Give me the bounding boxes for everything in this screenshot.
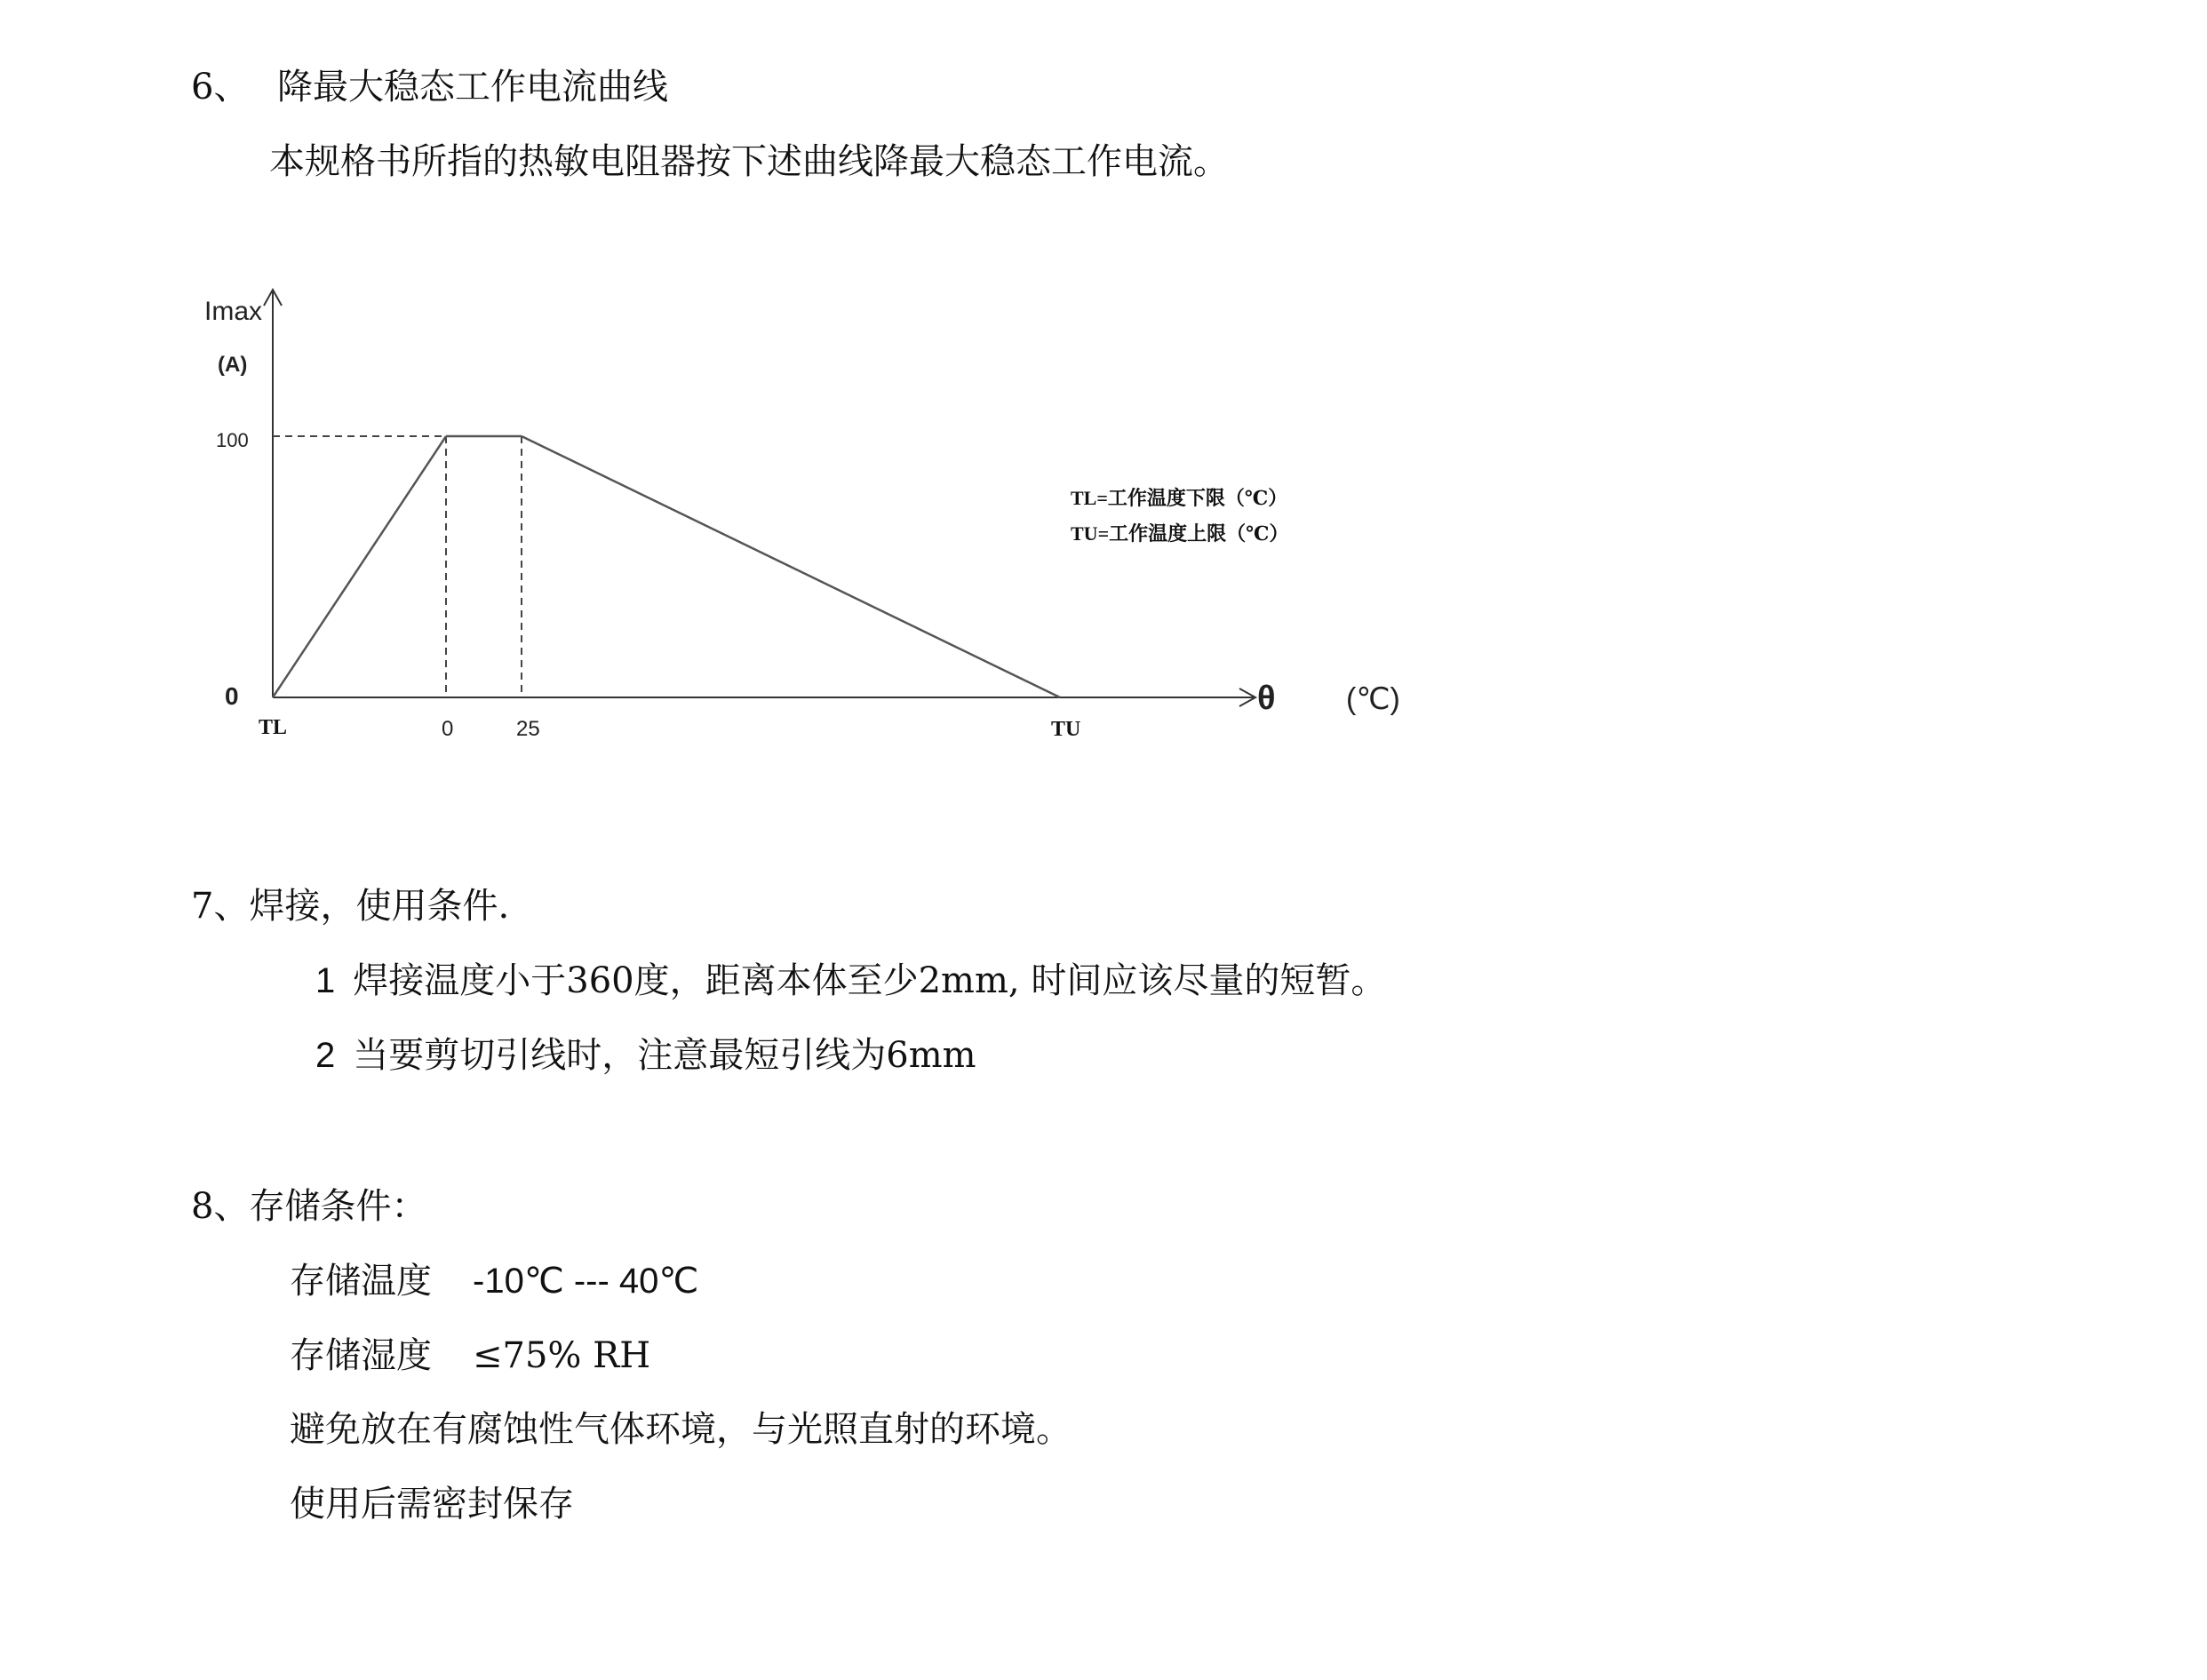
legend-symbol-tu: TU bbox=[1071, 522, 1098, 545]
storage-temperature-row bbox=[290, 1260, 698, 1302]
storage-avoid-note: 避免放在有腐蚀性气体环境，与光照直射的环境。 bbox=[290, 1409, 1072, 1450]
storage-humidity-row bbox=[290, 1334, 650, 1377]
item-1-text: 焊接温度小于360度，距离本体至少2mm, 时间应该尽量的短暂。 bbox=[353, 960, 1387, 1001]
section-6-title: 降最大稳态工作电流曲线 bbox=[277, 67, 668, 107]
y-tick-100: 100 bbox=[216, 429, 249, 451]
section-7-title: 7、焊接，使用条件. bbox=[191, 886, 510, 927]
x-axis-label: θ bbox=[1257, 680, 1276, 717]
legend-text-tl: =工作温度下限（℃） bbox=[1096, 487, 1288, 509]
storage-humidity-label: 存储湿度 bbox=[290, 1335, 432, 1376]
curve-segment-rise bbox=[273, 436, 446, 697]
storage-seal-note: 使用后需密封保存 bbox=[290, 1484, 574, 1525]
y-axis-label: Imax bbox=[204, 297, 263, 326]
item-2-text: 当要剪切引线时，注意最短引线为6mm bbox=[353, 1035, 976, 1076]
x-tick-25: 25 bbox=[516, 717, 540, 741]
item-1-number: 1 bbox=[315, 961, 336, 1000]
item-2-number: 2 bbox=[315, 1036, 336, 1075]
x-tick-tu: TU bbox=[1051, 718, 1081, 741]
storage-humidity-value: ≤75% RH bbox=[473, 1335, 651, 1376]
x-tick-0: 0 bbox=[442, 717, 454, 741]
section-6-description: 本规格书所指的热敏电阻器按下述曲线降最大稳态工作电流。 bbox=[269, 141, 1229, 182]
storage-temperature-label: 存储温度 bbox=[290, 1261, 432, 1302]
derating-curve-chart bbox=[191, 275, 1444, 777]
section-7-item-1 bbox=[315, 959, 1386, 1002]
y-axis-unit: (A) bbox=[218, 353, 248, 377]
section-8-title: 8、存储条件： bbox=[191, 1186, 427, 1227]
storage-temperature-value: -10℃ --- 40℃ bbox=[473, 1262, 699, 1301]
curve-segment-fall bbox=[522, 436, 1060, 697]
legend-text-tu: =工作温度上限（℃） bbox=[1097, 522, 1289, 545]
legend-symbol-tl: TL bbox=[1071, 487, 1097, 509]
section-6-number: 6、 bbox=[191, 67, 250, 107]
legend-entry-tu bbox=[1071, 522, 1288, 545]
x-tick-tl: TL bbox=[259, 716, 288, 739]
section-7-item-2 bbox=[315, 1034, 976, 1077]
origin-label: 0 bbox=[225, 682, 239, 710]
legend-entry-tl bbox=[1071, 487, 1287, 509]
x-axis-unit: (℃) bbox=[1346, 682, 1400, 716]
